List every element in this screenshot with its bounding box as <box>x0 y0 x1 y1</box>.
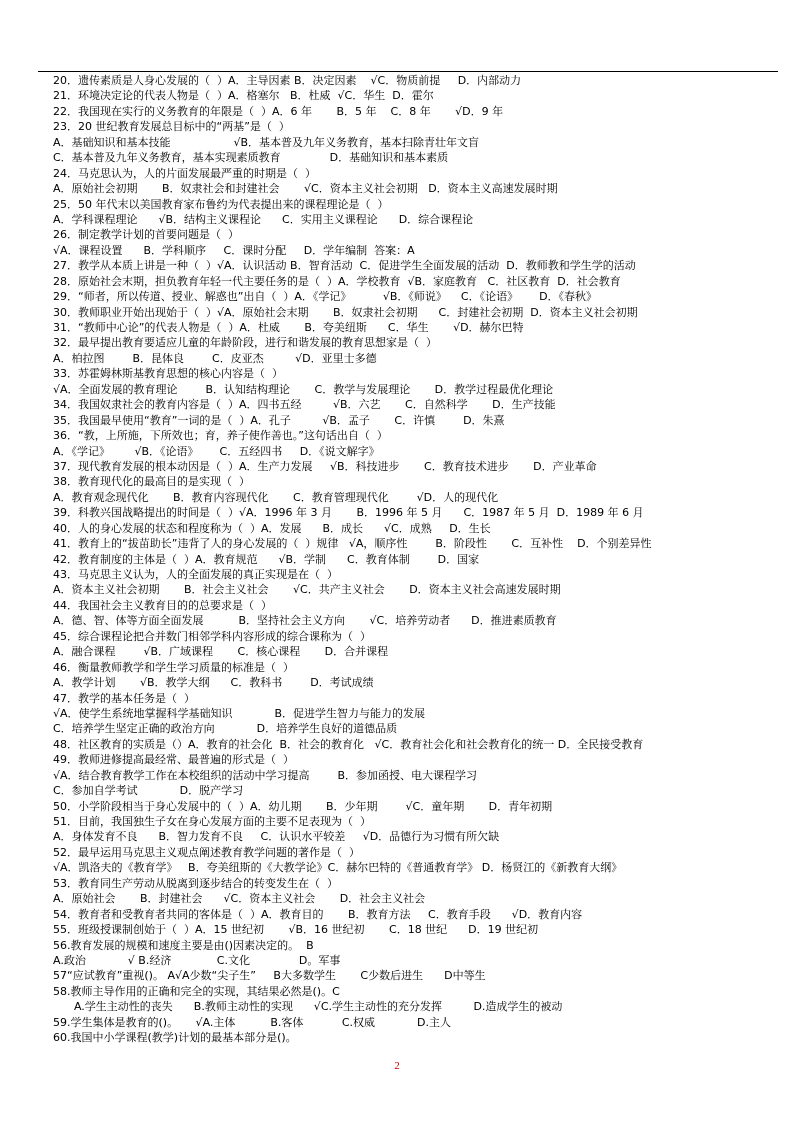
text-line: A．柏拉图 B．昆体良 C．皮亚杰 √D．亚里士多德 <box>53 351 377 365</box>
text-line: 49．教师进修提高最经常、最普遍的形式是（ ） <box>53 753 294 767</box>
text-line: 45．综合课程论把合并数门相邻学科内容形成的综合课称为（ ） <box>53 629 371 643</box>
text-line: 44．我国社会主义教育目的的总要求是（ ） <box>53 598 272 612</box>
page-number: 2 <box>394 1060 400 1072</box>
text-line: 22．我国现在实行的义务教育的年限是（ ）A．6 年 B．5 年 C．8 年 √D．9 年 <box>53 104 504 118</box>
text-line: 25．50 年代末以美国教育家布鲁约为代表提出来的课程理论是（ ） <box>53 197 389 211</box>
text-line: √A．课程设置 B．学科顺序 C．课时分配 D．学年编制 答案：A <box>53 243 415 257</box>
text-line: A．资本主义社会初期 B．社会主义社会 √C．共产主义社会 D．资本主义社会高速发展时期 <box>53 583 561 597</box>
text-line: 60.我国中小学课程(教学)计划的最基本部分是()。 <box>53 1031 297 1045</box>
text-line: √A．凯洛夫的《教育学》 B．夸美纽斯的《大教学论》C．赫尔巴特的《普通教育学》 D．杨贤江的《新教育大纲》 <box>53 861 623 875</box>
text-line: A．融合课程 √B．广域课程 C．核心课程 D．合并课程 <box>53 645 389 659</box>
text-line: 31．“教师中心论”的代表人物是（ ）A．杜威 B．夸美纽斯 C．华生 √D．赫尔巴特 <box>53 321 524 334</box>
text-line: A.政治 √ B.经济 C.文化 D。军事 <box>53 953 341 967</box>
text-line: 21．环境决定论的代表人物是（ ）A．格塞尔 B．杜威 √C．华生 D．霍尔 <box>53 89 434 103</box>
text-line: 20．遗传素质是人身心发展的（ ）A．主导因素 B．决定因素 √C．物质前提 D．内部动力 <box>53 74 522 87</box>
text-line: A．原始社会 B．封建社会 √C．资本主义社会 D．社会主义社会 <box>53 892 426 906</box>
text-line: 28．原始社会末期，担负教育年轻一代主要任务的是（ ）A．学校教育 √B．家庭教育 C．社区教育 D．社会教育 <box>53 274 621 288</box>
text-line: 57“应试教育”重视()。 A√A少数“尖子生” B大多数学生 C少数后进生 D中等生 <box>53 969 486 983</box>
text-line: 32．最早提出教育要适应儿童的年龄阶段，进行和谐发展的教育思想家是（ ） <box>53 336 437 350</box>
text-line: 23．20 世纪教育发展总目标中的“两基”是（ ） <box>53 120 290 134</box>
text-line: A．教育观念现代化 B．教育内容现代化 C．教育管理现代化 √D．人的现代化 <box>53 490 499 504</box>
text-line: 39．科教兴国战略提出的时间是（ ）√A．1996 年 3 月 B．1996 年 5 月 C．1987 年 5 月 D．1989 年 6 月 <box>53 506 644 520</box>
text-line: 50．小学阶段相当于身心发展中的（ ）A．幼儿期 B．少年期 √C．童年期 D．青年初期 <box>53 799 553 813</box>
text-line: 40．人的身心发展的状态和程度称为（ ）A．发展 B．成长 √C．成熟 D．生长 <box>53 521 491 535</box>
text-line: C．基本普及九年义务教育，基本实现素质教育 D．基础知识和基本素质 <box>53 151 449 165</box>
text-line: 59.学生集体是教育的()。 √A.主体 B.客体 C.权威 D.主人 <box>53 1015 451 1029</box>
text-line: √A．结合教育教学工作在本校组织的活动中学习提高 B．参加函授、电大课程学习 <box>53 768 478 782</box>
text-line: 37．现代教育发展的根本动因是（ ）A．生产力发展 √B．科技进步 C．教育技术进步 D．产业革命 <box>53 459 597 473</box>
text-line: 55．班级授课制创始于（ ）A．15 世纪初 √B．16 世纪初 C．18 世纪 D．19 世纪初 <box>53 923 539 937</box>
text-line: 30．教师职业开始出现始于（ ）√A．原始社会末期 B．奴隶社会初期 C．封建社会初期 D．资本主义社会初期 <box>53 305 638 319</box>
text-line: 29．“师者，所以传道、授业、解惑也”出自（ ）A．《学记》 √B．《师说》 C．《论语》 D．《春秋》 <box>53 290 598 304</box>
text-line: C．培养学生坚定正确的政治方向 D．培养学生良好的道德品质 <box>53 722 398 736</box>
text-line: 51．目前，我国独生子女在身心发展方面的主要不足表现为（ ） <box>53 815 371 828</box>
text-line: 27．教学从本质上讲是一种（ ）√A．认识活动 B．智育活动 C．促进学生全面发展的活动 D．教师教和学生学的活动 <box>53 259 636 273</box>
text-line: 47．教学的基本任务是（ ） <box>53 691 195 705</box>
text-line: A．原始社会初期 B．奴隶社会和封建社会 √C．资本主义社会初期 D．资本主义高速发展时期 <box>53 182 558 196</box>
text-line: A.学生主动性的丧失 B.教师主动性的实现 √C.学生主动性的充分发挥 D.造成学生的被动 <box>53 1000 563 1014</box>
text-line: 42．教育制度的主体是（ ）A．教育规范 √B．学制 C．教育体制 D．国家 <box>53 552 480 566</box>
text-line: 38．教育现代化的最高目的是实现（ ） <box>53 475 250 489</box>
header-rule <box>38 71 778 72</box>
text-line: 41．教育上的“拔苗助长”违背了人的身心发展的（ ）规律 √A，顺序性 B．阶段性 C．互补性 D．个别差异性 <box>53 537 652 551</box>
text-line: A．《学记》 √B．《论语》 C．五经四书 D．《说文解字》 <box>53 444 380 458</box>
question-list <box>53 73 783 1046</box>
text-line: A．学科课程理论 √B．结构主义课程论 C．实用主义课程论 D．综合课程论 <box>53 212 474 226</box>
text-line: 43．马克思主义认为，人的全面发展的真正实现是在（ ） <box>53 568 338 581</box>
text-line: 58.教师主导作用的正确和完全的实现，其结果必然是()。C <box>53 984 340 998</box>
text-line: 48．社区教育的实质是（）A．教育的社会化 B．社会的教育化 √C．教育社会化和社会教育化的统一 D．全民接受教育 <box>53 737 644 751</box>
text-line: C．参加自学考试 D．脱产学习 <box>53 784 244 798</box>
text-line: 36．“教，上所施，下所效也；育，养子使作善也。”这句话出自（ ） <box>53 429 388 443</box>
text-line: A．教学计划 √B．教学大纲 C．教科书 D．考试成绩 <box>53 676 374 690</box>
text-line: 24．马克思认为，人的片面发展最严重的时期是（ ） <box>53 166 316 180</box>
text-line: A．身体发育不良 B．智力发育不良 C．认识水平较差 √D．品德行为习惯有所欠缺 <box>53 830 500 844</box>
text-line: 33．苏霍姆林斯基教育思想的核心内容是（ ） <box>53 367 283 381</box>
text-line: √A．全面发展的教育理论 B．认知结构理论 C．教学与发展理论 D．教学过程最优化理论 <box>53 382 554 396</box>
text-line: 34．我国奴隶社会的教育内容是（ ）A．四书五经 √B．六艺 C．自然科学 D．生产技能 <box>53 398 556 412</box>
text-line: A．基础知识和基本技能 √B．基本普及九年义务教育，基本扫除青壮年文盲 <box>53 135 480 149</box>
text-line: 26．制定教学计划的首要问题是（ ） <box>53 228 239 242</box>
text-line: 52．最早运用马克思主义观点阐述教育教学问题的著作是（ ） <box>53 845 360 859</box>
text-line: 53．教育同生产劳动从脱离到逐步结合的转变发生在（ ） <box>53 876 338 890</box>
text-line: 35．我国最早使用“教育”一词的是（ ）A．孔子 √B．孟子 C．许慎 D．朱熹 <box>53 413 505 427</box>
text-line: 46．衡量教师教学和学生学习质量的标准是（ ） <box>53 660 294 674</box>
text-line: 56.教育发展的规模和速度主要是由()因素决定的。 B <box>53 938 314 952</box>
text-line: 54．教育者和受教育者共同的客体是（ ）A．教育目的 B．教育方法 C．教育手段 √D．教育内容 <box>53 907 583 921</box>
text-line: A．德、智、体等方面全面发展 B．坚持社会主义方向 √C．培养劳动者 D．推进素质教育 <box>53 614 557 628</box>
text-line: √A．使学生系统地掌握科学基础知识 B．促进学生智力与能力的发展 <box>53 706 426 720</box>
